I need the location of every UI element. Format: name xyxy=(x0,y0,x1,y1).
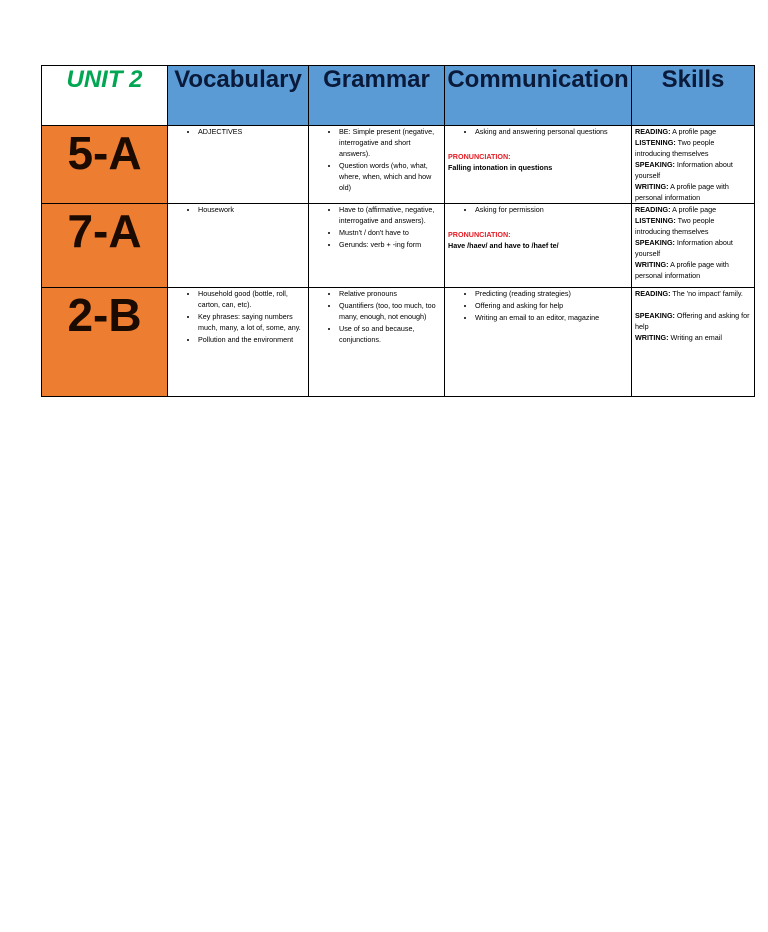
list-item: • Question words (who, what, where, when, which and how old) xyxy=(339,160,440,193)
skills-cell xyxy=(632,126,755,204)
pronunciation-text: Have /haev/ and have to /haef te/ xyxy=(448,241,559,250)
pronunciation-label: PRONUNCIATION: xyxy=(448,230,511,239)
header-row xyxy=(42,66,755,126)
list-item: • Mustn't / don't have to xyxy=(339,227,440,238)
skill-line: WRITING: Writing an email xyxy=(635,333,722,342)
pronunciation-text: Falling intonation in questions xyxy=(448,163,553,172)
list-item: • Relative pronouns xyxy=(339,288,440,299)
lesson-code: 2-B xyxy=(42,288,168,397)
communication-cell xyxy=(445,288,632,397)
pronunciation-label: PRONUNCIATION: xyxy=(448,152,511,161)
skill-line: READING: The 'no impact' family. xyxy=(635,289,743,298)
list-item: • Asking and answering personal questions xyxy=(475,126,627,137)
list-item: • Quantifiers (too, too much, too many, enough, not enough) xyxy=(339,300,440,322)
list-item: • Have to (affirmative, negative, interrogative and answers). xyxy=(339,204,440,226)
column-header-communication: Communication xyxy=(445,66,632,126)
skill-line: SPEAKING: Information about yourself xyxy=(635,238,733,258)
column-header-vocabulary: Vocabulary xyxy=(168,66,309,126)
grammar-cell xyxy=(309,288,445,397)
list-item: • Use of so and because, conjunctions. xyxy=(339,323,440,345)
skill-line: READING: A profile page xyxy=(635,205,717,214)
skill-line: SPEAKING: Information about yourself xyxy=(635,160,733,180)
skill-line: LISTENING: Two people introducing themselves xyxy=(635,216,715,236)
skill-line: WRITING: A profile page with personal information xyxy=(635,260,729,280)
lesson-code: 7-A xyxy=(42,204,168,288)
list-item: • Gerunds: verb + -ing form xyxy=(339,239,440,250)
communication-cell xyxy=(445,126,632,204)
list-item: • Writing an email to an editor, magazine xyxy=(475,312,627,323)
list-item: • Pollution and the environment xyxy=(198,334,304,345)
lesson-code: 5-A xyxy=(42,126,168,204)
skill-line: LISTENING: Two people introducing themselves xyxy=(635,138,715,158)
table-row xyxy=(42,288,755,397)
skills-cell xyxy=(632,204,755,288)
list-item: • Offering and asking for help xyxy=(475,300,627,311)
skill-line: WRITING: A profile page with personal information xyxy=(635,182,729,202)
list-item: • Predicting (reading strategies) xyxy=(475,288,627,299)
list-item: • Household good (bottle, roll, carton, can, etc). xyxy=(198,288,304,310)
list-item: • BE: Simple present (negative, interrogative and short answers). xyxy=(339,126,440,159)
skill-line: SPEAKING: Offering and asking for help xyxy=(635,311,750,331)
vocabulary-cell xyxy=(168,126,309,204)
table-row xyxy=(42,204,755,288)
syllabus-table xyxy=(41,65,755,397)
list-item: • Housework xyxy=(198,204,304,215)
skill-line: READING: A profile page xyxy=(635,127,717,136)
grammar-cell xyxy=(309,204,445,288)
list-item: • Key phrases: saying numbers much, many, a lot of, some, any. xyxy=(198,311,304,333)
unit-title: UNIT 2 xyxy=(42,66,168,126)
list-item: • Asking for permission xyxy=(475,204,627,215)
skills-cell xyxy=(632,288,755,397)
vocabulary-cell xyxy=(168,204,309,288)
vocabulary-cell xyxy=(168,288,309,397)
column-header-skills: Skills xyxy=(632,66,755,126)
table-row xyxy=(42,126,755,204)
communication-cell xyxy=(445,204,632,288)
list-item: • ADJECTIVES xyxy=(198,126,304,137)
grammar-cell xyxy=(309,126,445,204)
column-header-grammar: Grammar xyxy=(309,66,445,126)
